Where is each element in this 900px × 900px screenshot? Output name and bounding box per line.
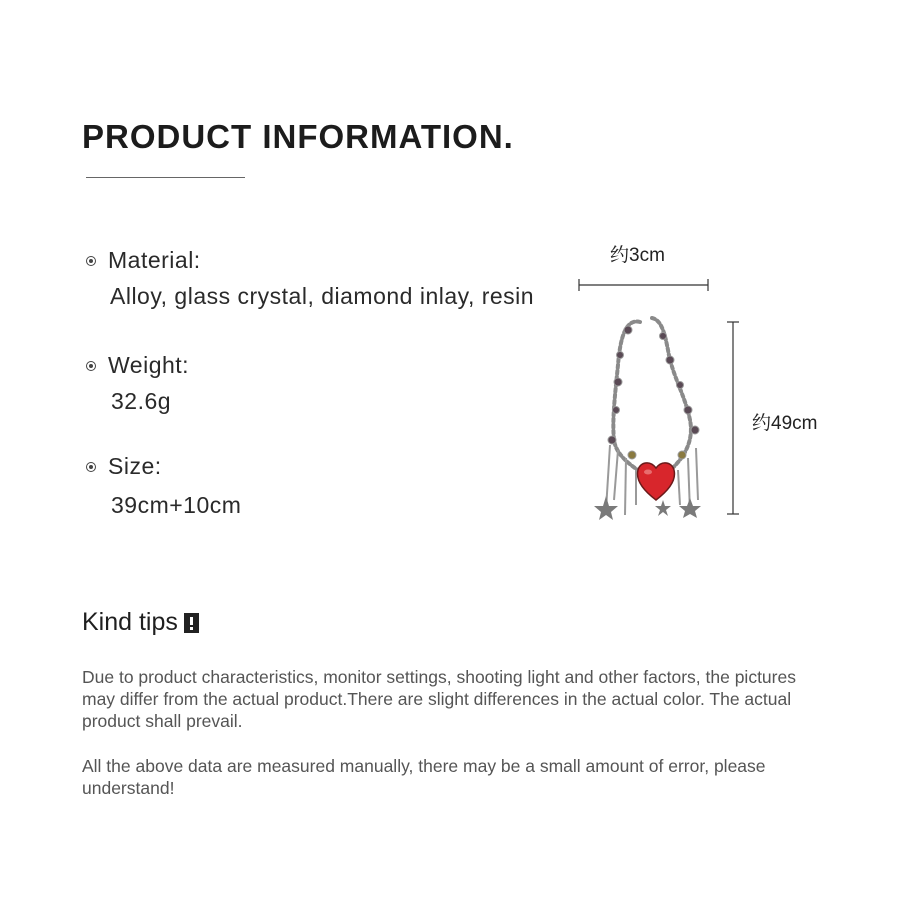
star-charms	[594, 496, 701, 520]
page-title: PRODUCT INFORMATION.	[82, 118, 514, 155]
spec-size-value: 39cm+10cm	[111, 492, 242, 518]
spec-size	[86, 453, 241, 519]
spec-weight	[86, 352, 189, 415]
bullet-circle-icon	[86, 256, 96, 266]
heart-pendant-icon	[638, 463, 675, 500]
exclamation-icon	[184, 613, 199, 633]
bullet-circle-icon	[86, 462, 96, 472]
tip-paragraph-1: Due to product characteristics, monitor settings, shooting light and other factors, the pictures may differ from the actual product.There are slight differences in the actual color. The actual product shall prevail.	[82, 667, 796, 731]
dimension-width-label: 约3cm	[610, 245, 665, 266]
title-divider	[86, 177, 245, 178]
tip-paragraph-2: All the above data are measured manually, there may be a small amount of error, please understand!	[82, 756, 766, 798]
spec-size-label: Size:	[108, 453, 162, 479]
spec-weight-label: Weight:	[108, 352, 190, 378]
spec-material	[86, 247, 534, 310]
kind-tips-label: Kind tips	[82, 608, 178, 636]
bullet-circle-icon	[86, 361, 96, 371]
kind-tips-heading	[82, 608, 199, 637]
dimension-height-label: 约49cm	[752, 413, 818, 434]
spec-weight-value: 32.6g	[111, 388, 172, 414]
spec-material-value: Alloy, glass crystal, diamond inlay, resin	[110, 283, 535, 309]
dimension-width-line	[579, 279, 708, 291]
product-illustration	[560, 270, 830, 530]
dimension-height-line	[727, 322, 739, 514]
spec-material-label: Material:	[108, 247, 201, 273]
